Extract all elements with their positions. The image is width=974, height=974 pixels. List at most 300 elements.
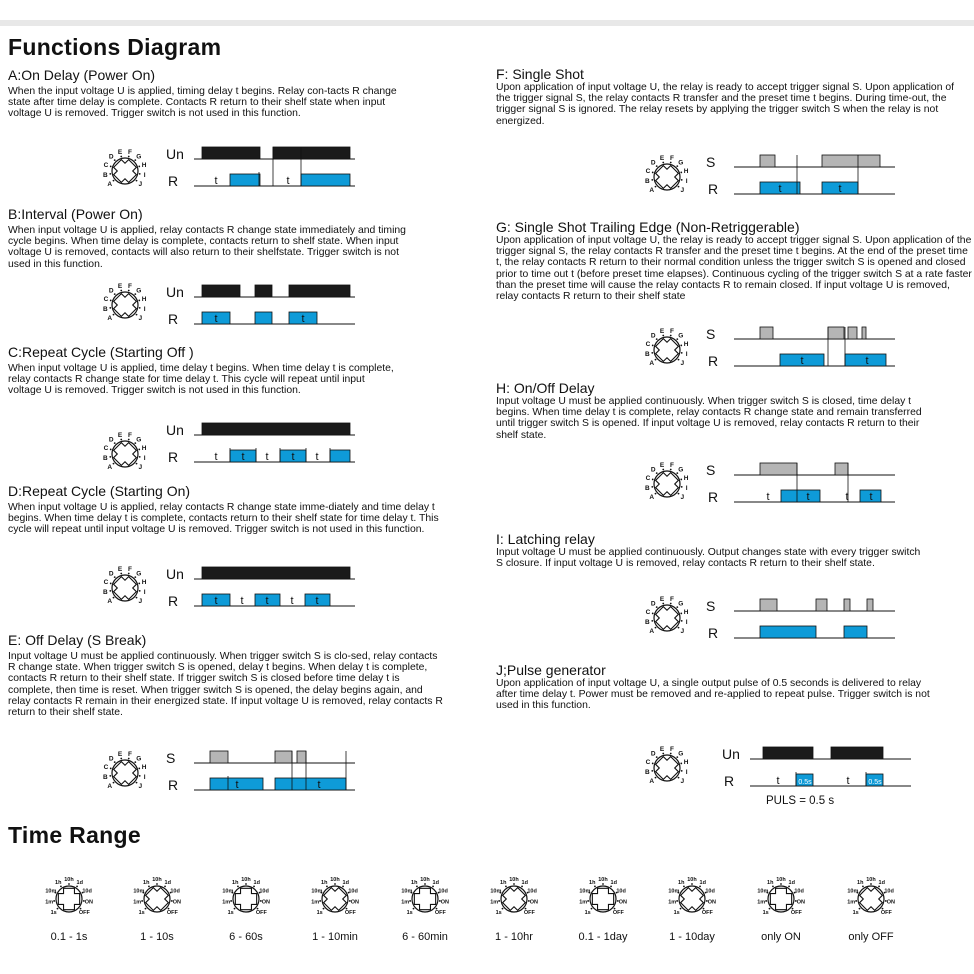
function-title: E: Off Delay (S Break) — [8, 632, 147, 648]
dial-label: 10h — [776, 876, 786, 883]
dial-tick — [602, 883, 604, 885]
dial-label: 10m — [579, 888, 591, 895]
dial-label: C — [103, 445, 109, 453]
dial-label: I — [685, 485, 688, 493]
dial-label: 1h — [589, 880, 596, 887]
signal-label-r: R — [724, 773, 735, 789]
dial-label: 1s — [138, 909, 145, 916]
time-label: t — [838, 183, 842, 195]
time-range-item — [206, 872, 286, 943]
dial-tick — [680, 345, 682, 347]
dial-tick — [114, 293, 116, 295]
dial-tick — [652, 613, 654, 615]
dial-label: D — [650, 332, 656, 340]
dial-label: H — [141, 579, 147, 587]
dial-label: 10m — [311, 888, 323, 895]
dial-label: 10m — [222, 888, 234, 895]
dial-label: OFF — [78, 909, 90, 916]
time-label: t — [766, 491, 770, 503]
dial-label: ON — [440, 899, 449, 906]
dial-tick — [652, 763, 654, 765]
dial-tick — [656, 606, 658, 608]
dial-label: D — [108, 287, 114, 295]
dial-label: B — [103, 306, 108, 314]
dial-tick — [114, 442, 116, 444]
dial-label: J — [680, 187, 685, 195]
time-range-item — [563, 872, 643, 943]
dial-label: A — [649, 360, 655, 368]
time-label: t — [301, 313, 305, 325]
dial-label: A — [107, 598, 113, 606]
signal-label-un: Un — [166, 284, 184, 300]
dial-tick — [113, 463, 115, 465]
time-range-dial — [122, 872, 192, 922]
dial-tick — [68, 883, 70, 885]
time-label: t — [865, 355, 869, 367]
switch-pulse — [828, 327, 844, 339]
function-description: Input voltage U must be applied continuously. When trigger switch S is closed, time delay t begins. When time delay t is complete, relay contacts R change state and remain transferred until trigger switch S is opened. If input voltage U is removed, relay contacts R return to their shelf state. — [496, 396, 922, 441]
timing-diagram-f — [700, 150, 900, 202]
time-range-label: 6 - 60min — [402, 931, 448, 943]
timing-diagram-g — [700, 322, 900, 374]
dial-tick — [136, 782, 138, 784]
function-title: A:On Delay (Power On) — [8, 67, 156, 83]
dial-tick — [413, 908, 415, 910]
dial-tick — [424, 883, 426, 885]
time-range-label: only ON — [761, 931, 801, 943]
dial-label: 1h — [321, 880, 328, 887]
relay-pulse — [255, 312, 272, 324]
dial-label: A — [649, 778, 655, 786]
dial-label: J — [138, 315, 143, 323]
dial-label: 1d — [164, 880, 171, 887]
dial-tick — [656, 338, 658, 340]
dial-label: H — [141, 764, 147, 772]
dial-label: 10h — [241, 876, 251, 883]
timing-diagram-c — [160, 418, 360, 470]
dial-label: C — [103, 579, 109, 587]
dial-label: 10m — [847, 888, 859, 895]
dial-tick — [855, 900, 857, 902]
dial-label: F — [127, 431, 132, 439]
dial-label: 1m — [757, 899, 766, 906]
dial-tick — [502, 908, 504, 910]
time-range-dial — [300, 872, 370, 922]
dial-tick — [110, 449, 112, 451]
dial-tick — [780, 883, 782, 885]
voltage-pulse — [273, 147, 350, 159]
timing-diagram-a — [160, 142, 360, 194]
time-range-dial — [746, 872, 816, 922]
dial-tick — [109, 173, 111, 175]
dial-tick — [145, 908, 147, 910]
function-title: I: Latching relay — [496, 531, 595, 547]
dial-label: 1d — [253, 880, 260, 887]
dial-label: 10h — [64, 876, 74, 883]
dial-label: OFF — [612, 909, 624, 916]
dial-label: I — [143, 306, 146, 314]
dial-tick — [651, 770, 653, 772]
dial-tick — [680, 479, 682, 481]
time-range-dial — [836, 872, 906, 922]
dial-label: A — [107, 181, 113, 189]
time-range-item — [29, 872, 109, 943]
dial-label: 10h — [687, 876, 697, 883]
dial-label: 1d — [699, 880, 706, 887]
dial-label: D — [108, 570, 114, 578]
dial-tick — [652, 172, 654, 174]
dial-tick — [680, 908, 682, 910]
dial-label: G — [678, 750, 684, 758]
time-range-dial — [568, 872, 638, 922]
signal-label-s: S — [706, 598, 716, 614]
dial-label: 1s — [495, 909, 502, 916]
dial-tick — [138, 166, 140, 168]
function-a — [8, 67, 400, 120]
dial-label: H — [683, 168, 689, 176]
dial-label: F — [669, 154, 674, 162]
dial-label: 10m — [401, 888, 413, 895]
dial-label: F — [127, 282, 132, 290]
timing-diagram-e — [160, 746, 360, 798]
dial-label: ON — [886, 899, 895, 906]
voltage-pulse — [289, 285, 350, 297]
relay-pulse — [275, 778, 346, 790]
dial-tick — [655, 359, 657, 361]
time-range-dial — [211, 872, 281, 922]
dial-label: OFF — [523, 909, 535, 916]
function-c — [8, 344, 400, 397]
time-label: t — [214, 175, 218, 187]
dial-tick — [513, 883, 515, 885]
dial-label: J — [680, 360, 685, 368]
time-label: t — [845, 491, 849, 503]
dial-tick — [323, 908, 325, 910]
dial-label: E — [659, 595, 665, 603]
dial-label: OFF — [255, 909, 267, 916]
dial-tick — [139, 307, 141, 309]
time-label: t — [290, 595, 294, 607]
signal-label-s: S — [706, 462, 716, 478]
dial-label: E — [117, 148, 123, 156]
dial-label: H — [141, 445, 147, 453]
dial-label: 1m — [579, 899, 588, 906]
dial-label: B — [103, 589, 108, 597]
dial-label: 10h — [420, 876, 430, 883]
dial-label: OFF — [790, 909, 802, 916]
dial-tick — [114, 761, 116, 763]
time-label: t — [776, 775, 780, 787]
dial-label: E — [117, 750, 123, 758]
dial-label: G — [136, 287, 142, 295]
dial-tick — [652, 345, 654, 347]
time-label: t — [240, 595, 244, 607]
dial-label: C — [645, 341, 651, 349]
time-range-dial — [657, 872, 727, 922]
dial-tick — [110, 300, 112, 302]
dial-tick — [53, 900, 55, 902]
dial-tick — [136, 314, 138, 316]
dial-label: 10d — [438, 888, 448, 895]
dial-label: D — [108, 436, 114, 444]
dial-label: D — [108, 153, 114, 161]
voltage-pulse — [202, 423, 350, 435]
function-title: H: On/Off Delay — [496, 380, 595, 396]
relay-pulse — [301, 174, 350, 186]
time-range-item — [652, 872, 732, 943]
dial-tick — [587, 900, 589, 902]
top-separator — [0, 20, 974, 26]
dial-tick — [681, 770, 683, 772]
time-label: t — [241, 451, 245, 463]
dial-label: 1d — [878, 880, 885, 887]
dial-label: D — [650, 466, 656, 474]
function-e — [8, 632, 446, 718]
dial-tick — [678, 359, 680, 361]
time-range-item — [474, 872, 554, 943]
dial-label: G — [678, 466, 684, 474]
dial-label: 1m — [311, 899, 320, 906]
dial-label: H — [683, 475, 689, 483]
dial-label: H — [141, 296, 147, 304]
signal-label-r: R — [708, 353, 719, 369]
dial-tick — [656, 165, 658, 167]
dial-label: B — [645, 619, 650, 627]
signal-label-un: Un — [166, 422, 184, 438]
dial-label: 10m — [757, 888, 769, 895]
voltage-pulse — [763, 747, 813, 759]
time-range-dial — [479, 872, 549, 922]
dial-tick — [234, 908, 236, 910]
time-range-dial — [390, 872, 460, 922]
function-title: B:Interval (Power On) — [8, 206, 143, 222]
switch-pulse — [835, 463, 848, 475]
dial-tick — [136, 180, 138, 182]
function-selector-dial-b — [94, 280, 156, 328]
timing-diagram-i — [700, 594, 900, 646]
dial-label: 10d — [348, 888, 358, 895]
time-range-label: only OFF — [848, 931, 894, 943]
dial-tick — [319, 900, 321, 902]
dial-label: H — [141, 162, 147, 170]
signal-label-r: R — [168, 449, 179, 465]
dial-label: 10h — [598, 876, 608, 883]
dial-tick — [156, 883, 158, 885]
time-label: t — [291, 451, 295, 463]
time-label: 0.5s — [868, 779, 882, 786]
dial-label: B — [645, 769, 650, 777]
switch-pulse — [210, 751, 228, 763]
dial-label: B — [103, 172, 108, 180]
dial-label: G — [136, 153, 142, 161]
dial-label: ON — [261, 899, 270, 906]
function-i — [496, 531, 926, 569]
dial-label: I — [685, 769, 688, 777]
relay-pulse — [760, 626, 816, 638]
time-range-item — [741, 872, 821, 943]
dial-tick — [655, 777, 657, 779]
relay-pulse — [844, 626, 867, 638]
time-label: 0.5s — [798, 779, 812, 786]
dial-label: D — [108, 755, 114, 763]
dial-tick — [113, 314, 115, 316]
dial-label: I — [143, 589, 146, 597]
functions-diagram-heading: Functions Diagram — [8, 34, 222, 60]
function-title: F: Single Shot — [496, 66, 584, 82]
signal-label-r: R — [708, 181, 719, 197]
dial-tick — [681, 352, 683, 354]
timing-diagram-d — [160, 562, 360, 614]
dial-label: C — [103, 296, 109, 304]
function-title: G: Single Shot Trailing Edge (Non-Retriggerable) — [496, 219, 800, 235]
dial-label: G — [678, 600, 684, 608]
dial-tick — [409, 900, 411, 902]
signal-label-r: R — [168, 311, 179, 327]
signal-label-un: Un — [166, 146, 184, 162]
dial-label: F — [669, 745, 674, 753]
dial-label: J — [138, 464, 143, 472]
function-description: Upon application of input voltage U, the relay is ready to accept trigger signal S. Upon application of the trigger signal S, the relay contacts R transfer and the preset time t begins. During time-out, the trigger signal S is ignored. The relay resets by applying the trigger switch S when the relay is not energized. — [496, 82, 955, 127]
dial-label: A — [107, 464, 113, 472]
dial-tick — [109, 307, 111, 309]
time-range-item — [117, 872, 197, 943]
signal-label-r: R — [708, 625, 719, 641]
dial-label: 1m — [222, 899, 231, 906]
function-selector-dial-c — [94, 429, 156, 477]
time-range-item — [295, 872, 375, 943]
function-f — [496, 66, 964, 127]
dial-label: J — [680, 778, 685, 786]
dial-tick — [651, 620, 653, 622]
dial-label: 1s — [584, 909, 591, 916]
dial-label: OFF — [166, 909, 178, 916]
voltage-pulse — [202, 147, 260, 159]
switch-pulse — [760, 155, 775, 167]
relay-pulse — [230, 174, 260, 186]
dial-tick — [113, 180, 115, 182]
dial-label: 1d — [610, 880, 617, 887]
dial-tick — [681, 486, 683, 488]
dial-label: OFF — [434, 909, 446, 916]
dial-label: J — [138, 598, 143, 606]
function-selector-dial-f — [636, 152, 698, 200]
dial-label: H — [683, 759, 689, 767]
function-description: Input voltage U must be applied continuously. When trigger switch S is clo-sed, relay contacts R change state. When trigger switch S is opened, delay t begins. When delay t is complete, contacts R return to their shelf state. If trigger switch S is closed before time delay t is complete, then time is reset. When trigger switch S is opened, the delay begins again, and relay contacts R remain in their energized state. If input voltage U is removed, relay contacts R return to their shelf state. — [8, 651, 443, 719]
dial-label: G — [136, 755, 142, 763]
dial-label: F — [127, 148, 132, 156]
dial-label: E — [659, 461, 665, 469]
switch-pulse — [760, 463, 797, 475]
function-title: C:Repeat Cycle (Starting Off ) — [8, 344, 194, 360]
function-h — [496, 380, 936, 441]
dial-tick — [765, 900, 767, 902]
time-label: t — [265, 451, 269, 463]
dial-label: B — [645, 485, 650, 493]
dial-label: B — [103, 774, 108, 782]
dial-tick — [678, 186, 680, 188]
function-description: When input voltage U is applied, relay contacts R change state imme-diately and time delay t begins. When time delay t is complete, contacts return to their shelf state for time delay t. This cycle will repeat until input voltage U is removed. Trigger switch is not used in this function. — [8, 502, 439, 536]
switch-pulse — [822, 155, 880, 167]
dial-tick — [114, 576, 116, 578]
dial-label: E — [659, 154, 665, 162]
dial-label: H — [683, 609, 689, 617]
dial-label: ON — [796, 899, 805, 906]
dial-tick — [676, 900, 678, 902]
dial-label: E — [117, 282, 123, 290]
dial-label: J — [138, 181, 143, 189]
dial-label: 1m — [45, 899, 54, 906]
dial-tick — [680, 172, 682, 174]
dial-tick — [109, 775, 111, 777]
function-g — [496, 219, 972, 302]
dial-label: A — [107, 783, 113, 791]
dial-label: I — [143, 172, 146, 180]
dial-tick — [139, 173, 141, 175]
dial-label: G — [678, 159, 684, 167]
dial-label: 10h — [509, 876, 519, 883]
switch-pulse — [844, 599, 850, 611]
dial-label: 1h — [678, 880, 685, 887]
dial-label: B — [645, 351, 650, 359]
time-range-label: 0.1 - 1s — [50, 931, 88, 943]
dial-label: A — [107, 315, 113, 323]
dial-tick — [136, 597, 138, 599]
dial-label: J — [680, 628, 685, 636]
dial-tick — [870, 883, 872, 885]
switch-pulse — [275, 751, 292, 763]
dial-label: 1d — [521, 880, 528, 887]
dial-label: J — [680, 494, 685, 502]
dial-tick — [651, 352, 653, 354]
dial-label: D — [650, 159, 656, 167]
dial-label: 10h — [330, 876, 340, 883]
dial-tick — [109, 456, 111, 458]
dial-label: 1d — [788, 880, 795, 887]
dial-label: G — [678, 332, 684, 340]
dial-label: H — [683, 341, 689, 349]
dial-tick — [678, 493, 680, 495]
time-range-label: 1 - 10day — [669, 931, 715, 943]
dial-label: 1m — [847, 899, 856, 906]
switch-pulse — [760, 599, 777, 611]
switch-pulse — [760, 327, 773, 339]
dial-tick — [138, 449, 140, 451]
time-label: t — [869, 491, 873, 503]
dial-label: F — [127, 750, 132, 758]
voltage-pulse — [831, 747, 883, 759]
time-label: t — [315, 451, 319, 463]
dial-label: 1s — [852, 909, 859, 916]
dial-tick — [138, 300, 140, 302]
signal-label-s: S — [706, 326, 716, 342]
dial-tick — [110, 583, 112, 585]
function-title: J;Pulse generator — [496, 662, 606, 678]
dial-label: 1m — [490, 899, 499, 906]
signal-label-r: R — [168, 593, 179, 609]
dial-label: C — [645, 609, 651, 617]
dial-label: C — [645, 475, 651, 483]
time-range-label: 1 - 10min — [312, 931, 358, 943]
timing-diagram-h — [700, 458, 900, 510]
time-range-item — [385, 872, 465, 943]
dial-tick — [678, 777, 680, 779]
time-range-label: 0.1 - 1day — [578, 931, 628, 943]
dial-label: C — [645, 759, 651, 767]
time-label: t — [235, 779, 239, 791]
function-description: When input voltage U is applied, relay contacts R change state immediately and timing cycle begins. When time delay is complete, contacts return to shelf state. When input voltage U is removed, contacts will also return to their shelfstate. Trigger switch is not used in this function. — [8, 225, 406, 270]
switch-pulse — [867, 599, 873, 611]
dial-label: J — [138, 783, 143, 791]
